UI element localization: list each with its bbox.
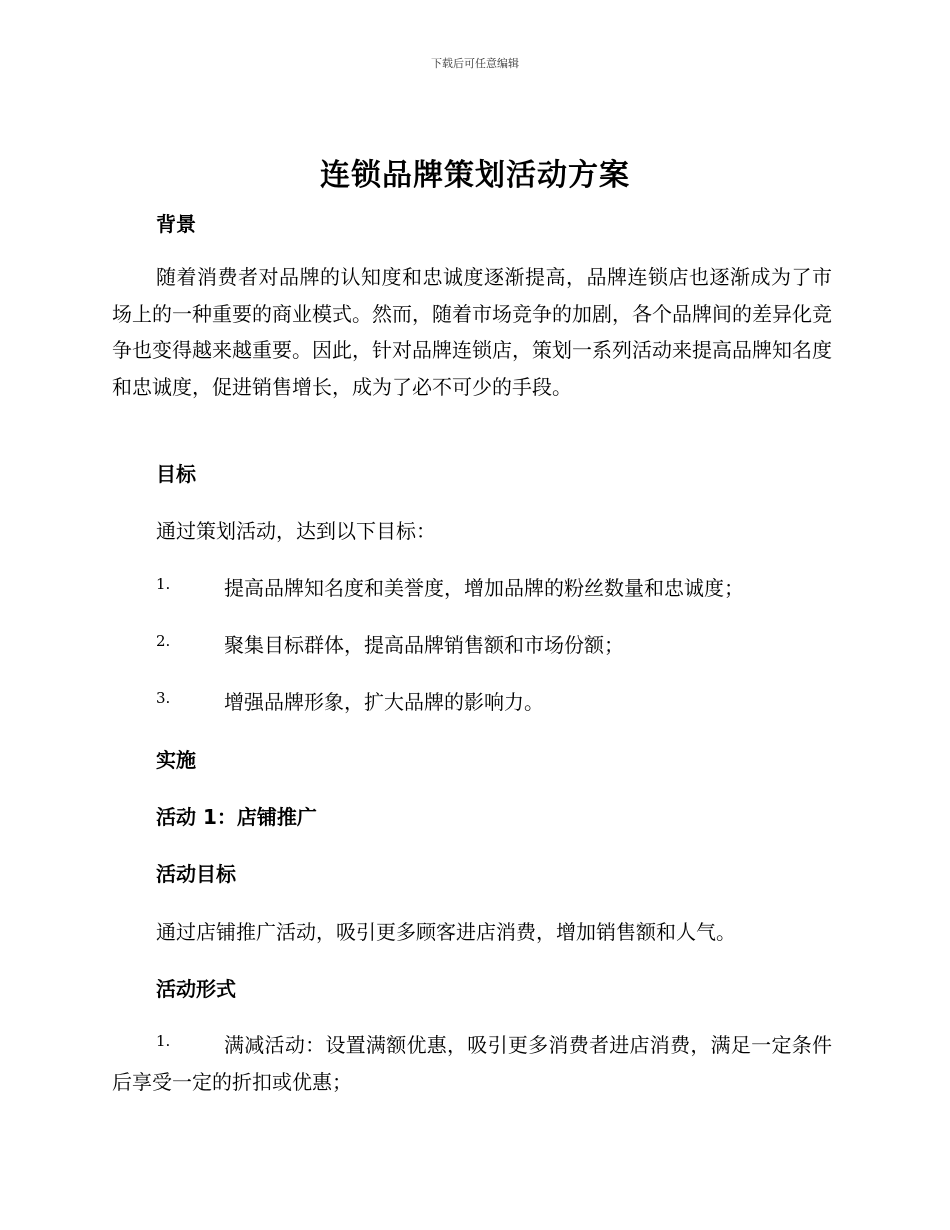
heading-background: 背景 — [156, 212, 196, 236]
document-title: 连锁品牌策划活动方案 — [320, 158, 630, 193]
paragraph-background: 随着消费者对品牌的认知度和忠诚度逐渐提高，品牌连锁店也逐渐成为了市场上的一种重要的商业模式。然而，随着市场竞争的加剧，各个品牌间的差异化竞争也变得越来越重要。因此，针对品牌连锁店，策划一系列活动来提高品牌知名度和忠诚度，促进销售增长，成为了必不可少的手段。 — [112, 265, 832, 399]
list-item — [112, 1027, 832, 1100]
list-item-text: 满减活动：设置满额优惠，吸引更多消费者进店消费，满足一定条件后享受一定的折扣或优惠； — [112, 1033, 832, 1094]
heading-activity-1: 活动 1：店铺推广 — [156, 805, 317, 829]
list-item-text: 提高品牌知名度和美誉度，增加品牌的粉丝数量和忠诚度； — [224, 576, 744, 600]
heading-implementation: 实施 — [156, 748, 196, 772]
heading-goals: 目标 — [156, 462, 196, 486]
heading-activity-goal: 活动目标 — [156, 862, 236, 886]
activity-goal-text: 通过店铺推广活动，吸引更多顾客进店消费，增加销售额和人气。 — [156, 920, 736, 944]
list-item-number: 1. — [156, 1032, 171, 1050]
heading-activity-form: 活动形式 — [156, 977, 236, 1001]
list-item-number: 3. — [156, 689, 171, 707]
list-item-text: 增强品牌形象，扩大品牌的影响力。 — [224, 690, 544, 714]
goals-intro: 通过策划活动，达到以下目标： — [156, 519, 436, 543]
page-header-note: 下载后可任意编辑 — [431, 57, 519, 70]
list-item-text: 聚集目标群体，提高品牌销售额和市场份额； — [224, 633, 624, 657]
list-item-number: 1. — [156, 575, 171, 593]
list-item-number: 2. — [156, 632, 171, 650]
